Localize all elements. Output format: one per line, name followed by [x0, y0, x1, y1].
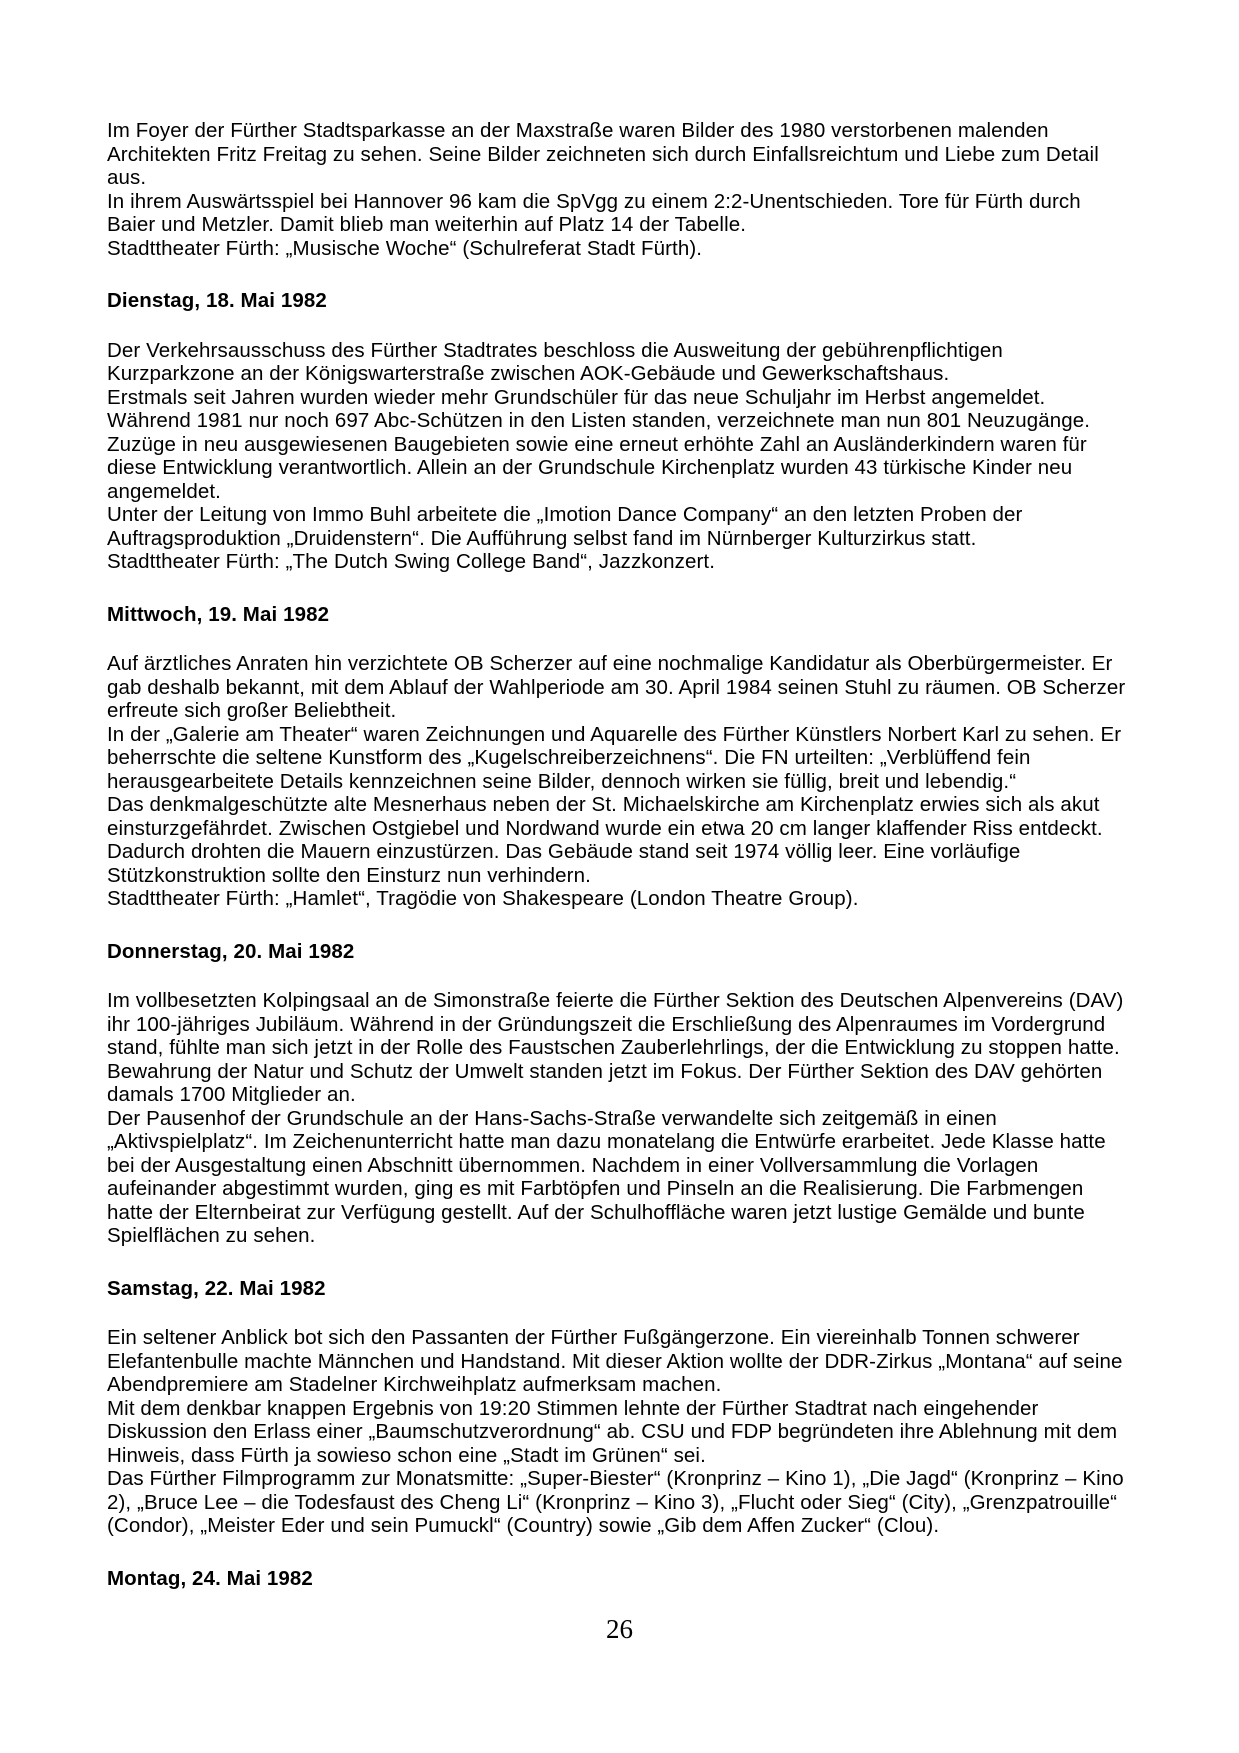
paragraph: Der Pausenhof der Grundschule an der Hans-Sachs-Straße verwandelte sich zeitgemäß in einen „Aktivspielplatz“. Im Zeichenunterricht hatte man dazu monatelang die Entwürfe erarbeitet. Jede Klasse hatte bei der Ausgestaltung einen Abschnitt übernommen. Nachdem in einer Vollversammlung die Vorlagen aufeinander abgestimmt wurden, ging es mit Farbtöpfen und Pinseln an die Realisierung. Die Farbmengen hatte der Elternbeirat zur Verfügung gestellt. Auf der Schulhoffläche waren jetzt lustige Gemälde und bunte Spielflächen zu sehen. — [107, 1106, 1106, 1247]
paragraph: Der Verkehrsausschuss des Fürther Stadtrates beschloss die Ausweitung der gebührenpflichtigen Kurzparkzone an der Königswarterstraße zwischen AOK-Gebäude und Gewerkschaftshaus. — [107, 338, 1003, 385]
paragraph: Mit dem denkbar knappen Ergebnis von 19:20 Stimmen lehnte der Fürther Stadtrat nach eingehender Diskussion den Erlass einer „Baumschutzverordnung“ ab. CSU und FDP begründeten ihre Ablehnung mit dem Hinweis, dass Fürth ja sowieso schon eine „Stadt im Grünen“ sei. — [107, 1396, 1118, 1467]
date-heading-montag-24-mai-1982: Montag, 24. Mai 1982 — [107, 1566, 313, 1590]
paragraph: Ein seltener Anblick bot sich den Passanten der Fürther Fußgängerzone. Ein viereinhalb Tonnen schwerer Elefantenbulle machte Männchen und Handstand. Mit dieser Aktion wollte der DDR-Zirkus „Montana“ auf seine Abendpremiere am Stadelner Kirchweihplatz aufmerksam machen. — [107, 1326, 1123, 1396]
paragraph: Das denkmalgeschützte alte Mesnerhaus neben der St. Michaelskirche am Kirchenplatz erwies sich als akut einsturzgefährdet. Zwischen Ostgiebel und Nordwand wurde ein etwa 20 cm langer klaffender Riss entdeckt. Dadurch drohten die Mauern einzustürzen. Das Gebäude stand seit 1974 völlig leer. Eine vorläufige Stützkonstruktion sollte den Einsturz nun verhindern. — [107, 793, 1103, 887]
paragraph: Stadttheater Fürth: „Musische Woche“ (Schulreferat Stadt Fürth). — [107, 236, 703, 260]
document-content — [107, 119, 1133, 1616]
paragraph: Auf ärztliches Anraten hin verzichtete OB Scherzer auf eine nochmalige Kandidatur als Oberbürgermeister. Er gab deshalb bekannt, mit dem Ablauf der Wahlperiode am 30. April 1984 seinen Stuhl zu räumen. OB Scherzer erfreute sich großer Beliebtheit. — [107, 652, 1126, 722]
paragraph: Im vollbesetzten Kolpingsaal an de Simonstraße feierte die Fürther Sektion des Deutschen Alpenvereins (DAV) ihr 100-jähriges Jubiläum. Während in der Gründungszeit die Erschließung des Alpenraumes im Vordergrund stand, fühlte man sich jetzt in der Rolle des Faustschen Zauberlehrlings, der die Entwicklung zu stoppen hatte. Bewahrung der Natur und Schutz der Umwelt standen jetzt im Fokus. Der Fürther Sektion des DAV gehörten damals 1700 Mitglieder an. — [107, 989, 1124, 1106]
date-heading-samstag-22-mai-1982: Samstag, 22. Mai 1982 — [107, 1276, 326, 1300]
page-number: 26 — [606, 1614, 633, 1644]
paragraph: Unter der Leitung von Immo Buhl arbeitete die „Imotion Dance Company“ an den letzten Proben der Auftragsproduktion „Druidenstern“. Die Aufführung selbst fand im Nürnberger Kulturzirkus statt. — [107, 503, 1023, 550]
date-heading-mittwoch-19-mai-1982: Mittwoch, 19. Mai 1982 — [107, 602, 330, 626]
paragraph: Stadttheater Fürth: „The Dutch Swing College Band“, Jazzkonzert. — [107, 550, 716, 573]
date-heading-dienstag-18-mai-1982: Dienstag, 18. Mai 1982 — [107, 289, 327, 312]
paragraph: Erstmals seit Jahren wurden wieder mehr Grundschüler für das neue Schuljahr im Herbst angemeldet. Während 1981 nur noch 697 Abc-Schützen in den Listen standen, verzeichnete man nun 801 Neuzugänge. Zuzüge in neu ausgewiesenen Baugebieten sowie eine erneut erhöhte Zahl an Ausländerkindern waren für diese Entwicklung verantwortlich. Allein an der Grundschule Kirchenplatz wurden 43 türkische Kinder neu angemeldet. — [107, 385, 1091, 503]
paragraph: In der „Galerie am Theater“ waren Zeichnungen und Aquarelle des Fürther Künstlers Norbert Karl zu sehen. Er beherrschte die seltene Kunstform des „Kugelschreiberzeichnens“. Die FN urteilten: „Verblüffend fein herausgearbeitete Details kennzeichnen seine Bilder, dennoch wirken sie füllig, breit und lebendig.“ — [107, 722, 1122, 793]
paragraph: Das Fürther Filmprogramm zur Monatsmitte: „Super-Biester“ (Kronprinz – Kino 1), „Die Jagd“ (Kronprinz – Kino 2), „Bruce Lee – die Todesfaust des Cheng Li“ (Kronprinz – Kino 3), „Flucht oder Sieg“ (City), „Grenzpatrouille“ (Condor), „Meister Eder und sein Pumuckl“ (Country) sowie „Gib dem Affen Zucker“ (Clou). — [107, 1467, 1124, 1537]
paragraph: In ihrem Auswärtsspiel bei Hannover 96 kam die SpVgg zu einem 2:2-Unentschieden. Tore für Fürth durch Baier und Metzler. Damit blieb man weiterhin auf Platz 14 der Tabelle. — [107, 189, 1081, 236]
paragraph: Stadttheater Fürth: „Hamlet“, Tragödie von Shakespeare (London Theatre Group). — [107, 887, 859, 910]
date-heading-donnerstag-20-mai-1982: Donnerstag, 20. Mai 1982 — [107, 939, 355, 963]
paragraph: Im Foyer der Fürther Stadtsparkasse an der Maxstraße waren Bilder des 1980 verstorbenen malenden Architekten Fritz Freitag zu sehen. Seine Bilder zeichneten sich durch Einfallsreichtum und Liebe zum Detail aus. — [107, 119, 1099, 189]
